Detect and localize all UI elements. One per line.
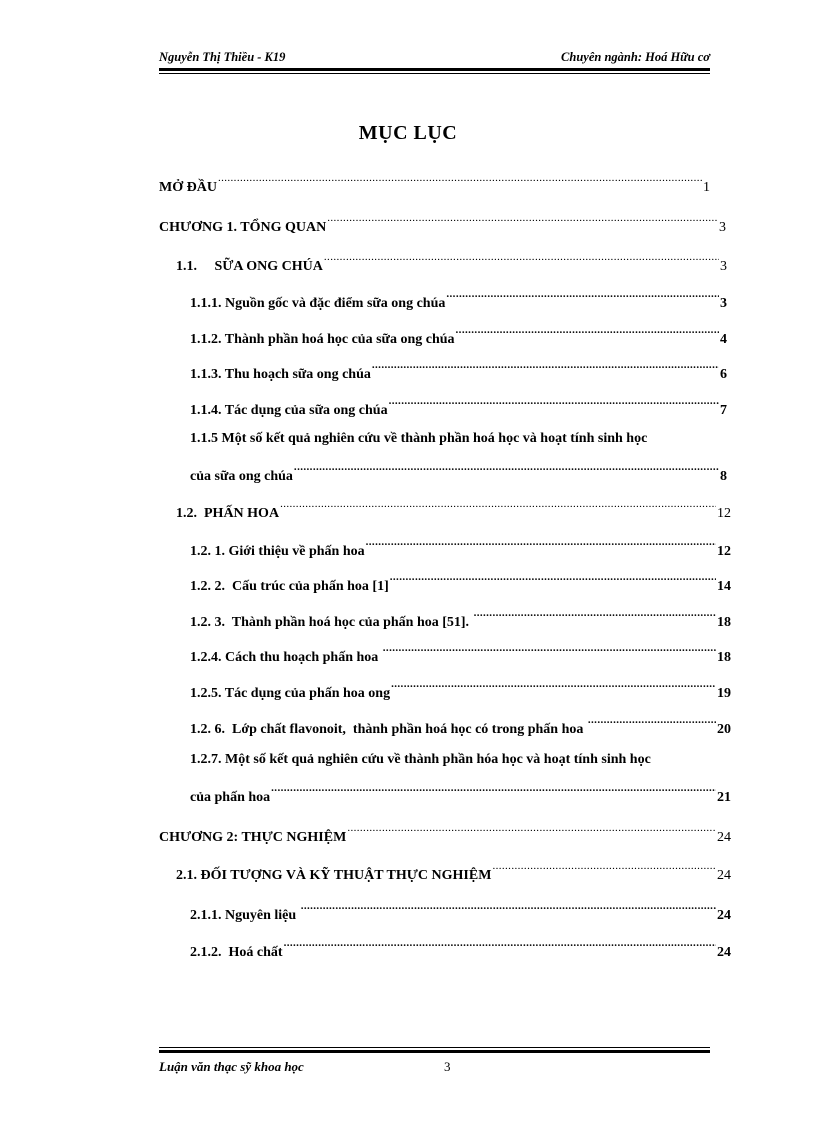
toc-entry-chuong-1[interactable] <box>159 211 726 235</box>
toc-entry-page: 12 <box>717 506 731 521</box>
toc-entry-label: 2.1.1. Nguyên liệu <box>190 908 300 923</box>
dot-leader <box>371 358 719 378</box>
dot-leader <box>455 323 719 343</box>
dot-leader <box>279 497 716 517</box>
page-title: MỤC LỤC <box>358 122 458 144</box>
toc-entry-label: 1.2.4. Cách thu hoạch phấn hoa <box>190 650 382 665</box>
dot-leader <box>389 570 716 590</box>
toc-entry-label: 2.1.2. Hoá chất <box>190 945 283 960</box>
dot-leader <box>382 641 716 661</box>
toc-entry-2-1[interactable] <box>176 859 731 883</box>
toc-entry-page: 18 <box>717 650 731 665</box>
toc-entry-page: 6 <box>720 367 727 382</box>
toc-entry-1-1[interactable] <box>176 250 727 274</box>
dot-leader <box>270 781 716 801</box>
dot-leader <box>587 713 716 733</box>
toc-entry-label: 1.2. 2. Cấu trúc của phấn hoa [1] <box>190 579 389 594</box>
footer-page-number: 3 <box>444 1059 451 1074</box>
dot-leader <box>365 535 716 555</box>
page-footer <box>159 1059 710 1077</box>
dot-leader <box>390 677 716 697</box>
dot-leader <box>283 936 716 956</box>
toc-entry-label: 1.2.5. Tác dụng của phấn hoa ong <box>190 686 391 701</box>
toc-entry-label: 1.2. 6. Lớp chất flavonoit, thành phần hoá học có trong phấn hoa <box>190 722 587 737</box>
toc-entry-label: của sữa ong chúa <box>190 469 293 484</box>
toc-entry-1-2-7[interactable] <box>190 781 731 805</box>
dot-leader <box>300 899 716 919</box>
toc-entry-page: 21 <box>717 790 731 805</box>
toc-entry-page: 14 <box>717 579 731 594</box>
toc-entry-1-1-2[interactable] <box>190 323 727 347</box>
toc-entry-1-2-6[interactable] <box>190 713 731 737</box>
toc-entry-label: 1.2. PHẤN HOA <box>176 506 280 521</box>
toc-entry-mo-dau[interactable] <box>159 171 710 195</box>
footer-thesis-type: Luận văn thạc sỹ khoa học <box>159 1059 304 1074</box>
toc-entry-page: 19 <box>717 686 731 701</box>
toc-entry-label: 1.1.2. Thành phần hoá học của sữa ong chúa <box>190 332 455 347</box>
toc-entry-1-2-7-line1[interactable]: 1.2.7. Một số kết quả nghiên cứu về thành phần hóa học và hoạt tính sinh học <box>190 752 651 767</box>
dot-leader <box>293 460 719 480</box>
toc-entry-1-2-2[interactable] <box>190 570 731 594</box>
footer-rule-thin <box>159 1047 710 1048</box>
toc-entry-page: 7 <box>720 403 727 418</box>
toc-entry-label: của phấn hoa <box>190 790 271 805</box>
header-author: Nguyễn Thị Thiều - K19 <box>159 50 286 64</box>
toc-entry-label: 1.2. 1. Giới thiệu về phấn hoa <box>190 544 365 559</box>
toc-entry-page: 3 <box>720 259 727 274</box>
dot-leader <box>491 859 716 879</box>
toc-entry-1-2[interactable] <box>176 497 731 521</box>
toc-entry-page: 24 <box>717 945 731 960</box>
toc-entry-page: 24 <box>717 908 731 923</box>
header-rule-thick <box>159 68 710 71</box>
toc-entry-page: 3 <box>720 296 727 311</box>
toc-entry-1-1-3[interactable] <box>190 358 727 382</box>
toc-entry-page: 12 <box>717 544 731 559</box>
toc-entry-1-1-5[interactable] <box>190 460 727 484</box>
toc-entry-chuong-2[interactable] <box>159 821 731 845</box>
toc-entry-label: 2.1. ĐỐI TƯỢNG VÀ KỸ THUẬT THỰC NGHIỆM <box>176 868 492 883</box>
toc-entry-page: 1 <box>703 180 710 195</box>
toc-entry-1-1-1[interactable] <box>190 287 727 311</box>
toc-entry-page: 4 <box>720 332 727 347</box>
dot-leader <box>323 250 719 270</box>
footer-rule-thick <box>159 1050 710 1053</box>
dot-leader <box>473 606 716 626</box>
dot-leader <box>388 394 719 414</box>
toc-entry-1-2-5[interactable] <box>190 677 731 701</box>
toc-entry-page: 24 <box>717 830 731 845</box>
toc-entry-label: CHƯƠNG 1. TỔNG QUAN <box>159 220 327 235</box>
toc-entry-2-1-2[interactable] <box>190 936 731 960</box>
toc-entry-1-1-4[interactable] <box>190 394 727 418</box>
page-header <box>159 50 710 68</box>
toc-entry-page: 20 <box>717 722 731 737</box>
dot-leader <box>326 211 718 231</box>
toc-entry-label: 1.2. 3. Thành phần hoá học của phấn hoa [51]. <box>190 615 473 630</box>
header-major: Chuyên ngành: Hoá Hữu cơ <box>561 50 710 64</box>
toc-entry-2-1-1[interactable] <box>190 899 731 923</box>
toc-entry-page: 8 <box>720 469 727 484</box>
toc-entry-label: 1.1.3. Thu hoạch sữa ong chúa <box>190 367 371 382</box>
toc-entry-label: 1.1. SỮA ONG CHÚA <box>176 259 323 274</box>
header-rule-thin <box>159 73 710 74</box>
dot-leader <box>217 171 702 191</box>
toc-entry-page: 24 <box>717 868 731 883</box>
toc-entry-1-2-1[interactable] <box>190 535 731 559</box>
toc-entry-page: 18 <box>717 615 731 630</box>
toc-entry-1-2-3[interactable] <box>190 606 731 630</box>
dot-leader <box>445 287 719 307</box>
toc-entry-label: CHƯƠNG 2: THỰC NGHIỆM <box>159 830 347 845</box>
toc-entry-label: 1.1.4. Tác dụng của sữa ong chúa <box>190 403 388 418</box>
dot-leader <box>346 821 716 841</box>
toc-entry-1-1-5-line1[interactable]: 1.1.5 Một số kết quả nghiên cứu về thành phần hoá học và hoạt tính sinh học <box>190 431 648 446</box>
toc-entry-page: 3 <box>719 220 726 235</box>
toc-entry-label: MỞ ĐẦU <box>159 180 217 195</box>
toc-entry-1-2-4[interactable] <box>190 641 731 665</box>
toc-entry-label: 1.1.1. Nguồn gốc và đặc điểm sữa ong chúa <box>190 296 446 311</box>
